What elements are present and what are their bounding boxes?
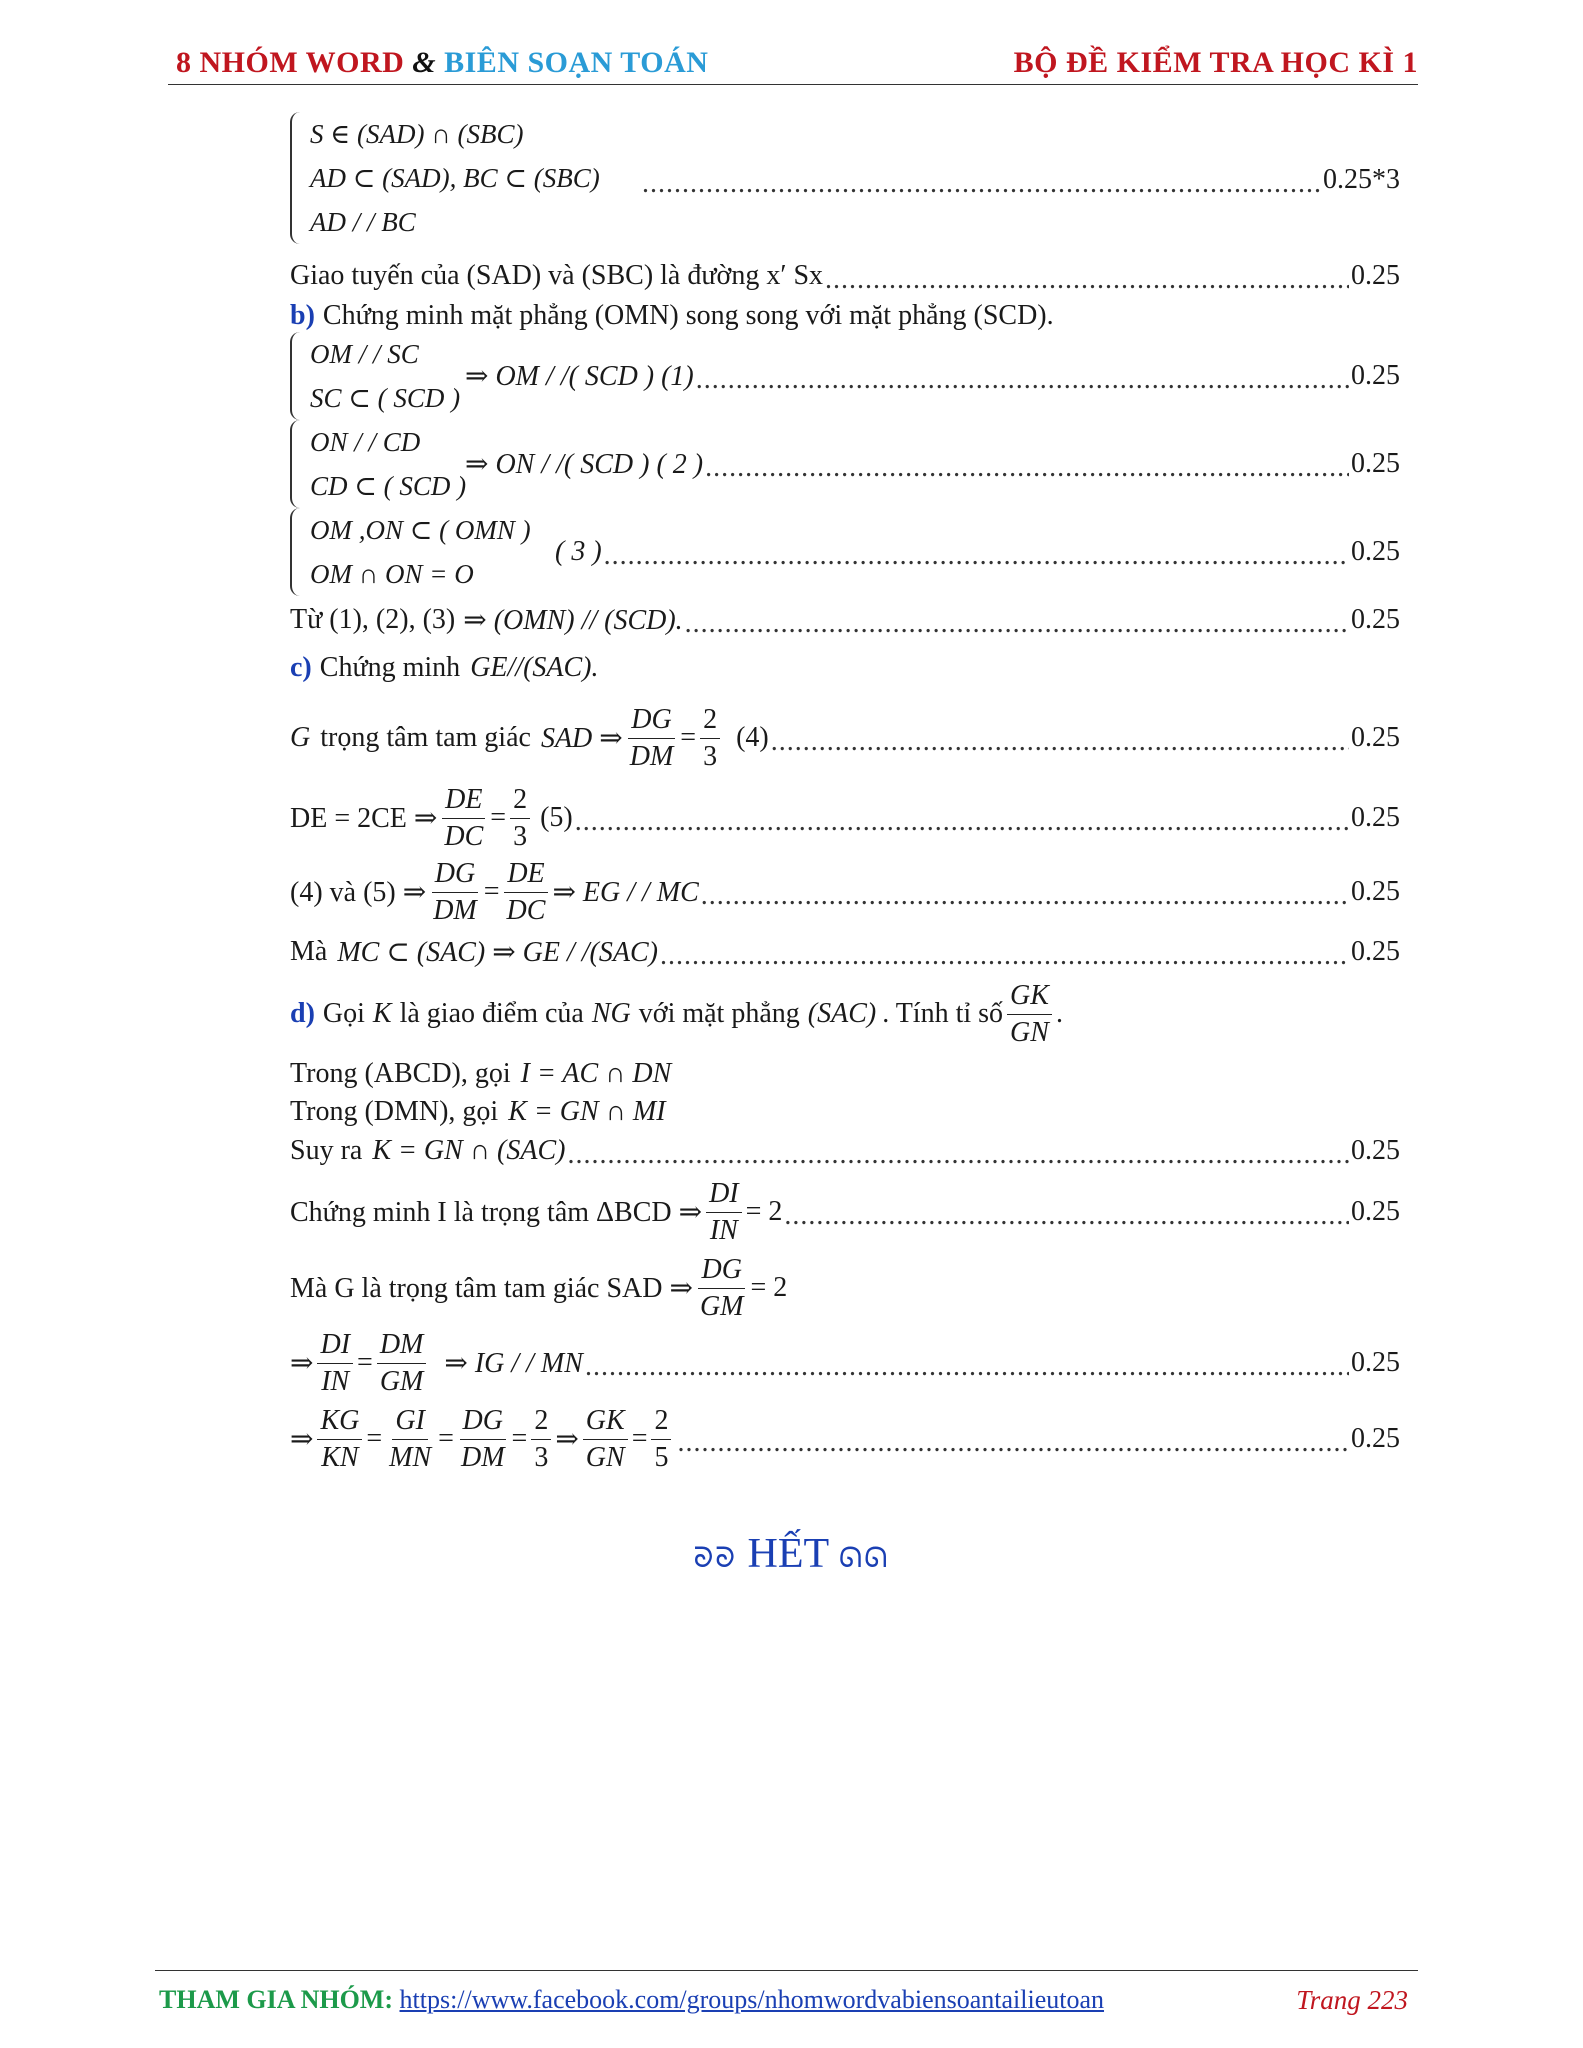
end-text: HẾT: [747, 1531, 829, 1577]
part-d-line-3-text: Suy ra: [290, 1135, 363, 1166]
system-b3-line-1: OM ,ON ⊂ ( OMN ): [310, 515, 531, 545]
fraction: [430, 856, 480, 929]
brace: [290, 332, 306, 420]
page-footer: [155, 1970, 1418, 2021]
system-b3-result: ( 3 ): [555, 536, 602, 567]
header-group-name: NHÓM WORD: [199, 46, 405, 79]
system-b2-line-1: ON / / CD: [310, 427, 421, 457]
score: 0.25: [1351, 722, 1400, 753]
score: 0.25: [1351, 448, 1400, 479]
fraction: [458, 1403, 508, 1476]
fraction-denominator: DC: [506, 894, 546, 926]
fraction-denominator: DM: [629, 740, 674, 772]
fraction-denominator: IN: [321, 1365, 350, 1397]
fraction-numerator: DI: [706, 1176, 742, 1213]
part-d-line-1: [290, 1054, 1400, 1094]
fraction: [441, 782, 486, 855]
leader-dots: [660, 940, 1349, 972]
part-d-line-7: [290, 1397, 1400, 1481]
part-d-line-1-math: I = AC ∩ DN: [520, 1058, 672, 1089]
system-a-line-3: AD / / BC: [310, 207, 416, 237]
part-d-line-5: [290, 1246, 1400, 1330]
fraction: [317, 1403, 362, 1476]
score: 0.25: [1351, 360, 1400, 391]
leader-dots: [784, 1200, 1349, 1232]
part-c-step-4-text: Mà: [290, 936, 328, 967]
fraction-numerator: GK: [1007, 978, 1052, 1015]
fraction-numerator: DE: [442, 782, 485, 819]
part-d-title-1: Gọi: [322, 998, 365, 1029]
leader-dots: [604, 540, 1349, 572]
fraction-denominator: 5: [654, 1441, 669, 1473]
fraction-denominator: MN: [389, 1441, 432, 1473]
score: 0.25: [1351, 1423, 1400, 1454]
part-b-conclusion-prefix: Từ (1), (2), (3): [290, 604, 456, 635]
implies-arrow: ⇒: [290, 1424, 314, 1455]
equals: =: [357, 1347, 373, 1378]
implies-arrow: ⇒: [290, 1348, 314, 1379]
system-b1-result: ⇒ OM / /( SCD ) (1): [465, 361, 694, 392]
part-c-step-2: [290, 776, 1400, 860]
fraction-denominator: 3: [703, 740, 718, 772]
part-d-line-2-math: K = GN ∩ MI: [508, 1096, 666, 1127]
fraction-numerator: 2: [651, 1403, 671, 1440]
part-d-title-2: là giao điểm của: [399, 998, 584, 1029]
fraction-numerator: KG: [317, 1403, 362, 1440]
part-c-step-4: [290, 932, 1400, 972]
fraction-denominator: GM: [379, 1365, 424, 1397]
part-d-line-4-text: Chứng minh I là trọng tâm ΔBCD ⇒: [290, 1197, 703, 1228]
part-d-title-row: d) Gọi K là giao điểm của NG với mặt phẳng (SAC) . Tính tỉ số $\frac{GK}{GN}$ .: [290, 972, 1400, 1056]
part-d-title-sac: (SAC): [807, 998, 877, 1029]
part-b-conclusion-math: ⇒ (OMN) // (SCD).: [463, 605, 683, 636]
footer-group-link[interactable]: https://www.facebook.com/groups/nhomwordvabiensoantailieutoan: [399, 1985, 1105, 2014]
ornament-left-icon: ᘐᘐ: [693, 1543, 738, 1574]
equals: =: [511, 1423, 528, 1454]
fraction-numerator: 2: [531, 1403, 551, 1440]
brace: [290, 112, 306, 244]
system-b1: [290, 332, 460, 420]
fraction-denominator: GN: [585, 1441, 625, 1473]
system-a-line-1: S ∈ (SAD) ∩ (SBC): [310, 119, 524, 149]
system-b3-result-row: [555, 532, 1400, 572]
system-a-score-row: [640, 160, 1400, 200]
fraction-denominator: DM: [433, 894, 477, 926]
leader-dots: [705, 452, 1349, 484]
header-title: BỘ ĐỀ KIỂM TRA HỌC KÌ 1: [1013, 46, 1418, 79]
implies-arrow: ⇒: [555, 1424, 579, 1455]
part-b-label: b): [290, 300, 315, 331]
leader-dots: [567, 1139, 1349, 1171]
part-d-title-4: . Tính tỉ số: [882, 998, 1004, 1029]
fraction-numerator: DG: [460, 1403, 506, 1440]
fraction: [531, 1403, 551, 1476]
ornament-right-icon: ᘏᘏ: [838, 1543, 890, 1574]
system-b2: [290, 420, 466, 508]
part-d-line-2-text: Trong (DMN), gọi: [290, 1096, 499, 1127]
leader-dots: [685, 608, 1349, 640]
part-c-step-1-var: G: [290, 722, 311, 753]
fraction-numerator: DE: [504, 856, 547, 893]
part-c-step-2-text: DE = 2CE ⇒: [290, 803, 438, 834]
score: 0.25: [1351, 802, 1400, 833]
score: 0.25: [1351, 876, 1400, 907]
part-c-step-3-text: (4) và (5) ⇒: [290, 877, 427, 908]
fraction: [706, 1176, 742, 1249]
score: 0.25: [1351, 260, 1400, 291]
system-a: [290, 112, 600, 244]
equals: =: [483, 876, 500, 907]
system-b2-line-2: CD ⊂ ( SCD ): [310, 471, 467, 501]
fraction-denominator: KN: [321, 1441, 359, 1473]
part-d-line-6-post: ⇒ IG / / MN: [444, 1348, 583, 1379]
part-c-step-4-math: MC ⊂ (SAC) ⇒ GE / /(SAC): [337, 937, 658, 968]
part-d-line-5-post: = 2: [750, 1272, 788, 1303]
system-b3-line-2: OM ∩ ON = O: [310, 559, 474, 589]
giao-tuyen-row: [290, 256, 1400, 296]
part-c-label: c): [290, 652, 312, 683]
part-d-line-3: [290, 1131, 1400, 1171]
fraction-numerator: 2: [510, 782, 530, 819]
brace: [290, 420, 306, 508]
part-d-line-4-post: = 2: [745, 1196, 783, 1227]
part-c-step-3: [290, 850, 1400, 934]
fraction-denominator: GM: [699, 1290, 744, 1322]
part-d-label: d): [290, 998, 315, 1029]
fraction-numerator: DG: [698, 1252, 744, 1289]
equals: =: [680, 722, 697, 753]
fraction: [386, 1403, 434, 1476]
leader-dots: [575, 806, 1349, 838]
leader-dots: [771, 726, 1349, 758]
score: 0.25*3: [1323, 164, 1400, 195]
fraction-numerator: GK: [583, 1403, 628, 1440]
part-b-title: Chứng minh mặt phẳng (OMN) song song với mặt phẳng (SCD).: [322, 300, 1054, 331]
part-c-title: Chứng minh: [319, 652, 461, 683]
part-d-line-5-text: Mà G là trọng tâm tam giác SAD ⇒: [290, 1273, 693, 1304]
part-b-conclusion-row: [290, 600, 1400, 640]
system-b3: [290, 508, 531, 596]
leader-dots: [642, 168, 1321, 200]
page-number: Trang 223: [1296, 1985, 1408, 2015]
score: 0.25: [1351, 1135, 1400, 1166]
end-marker: [0, 1530, 1583, 1578]
fraction-denominator: 3: [513, 820, 528, 852]
equation-tag: (5): [540, 802, 573, 833]
part-d-line-6: [290, 1321, 1400, 1405]
system-b1-line-1: OM / / SC: [310, 339, 419, 369]
equals: =: [438, 1423, 454, 1454]
system-b1-line-2: SC ⊂ ( SCD ): [310, 383, 461, 413]
header-left: [176, 46, 708, 80]
header-ampersand: &: [412, 46, 437, 79]
leader-dots: [701, 880, 1349, 912]
fraction: [697, 1252, 747, 1325]
fraction-numerator: DI: [317, 1327, 353, 1364]
part-d-line-1-text: Trong (ABCD), gọi: [290, 1058, 511, 1089]
page-header: [168, 44, 1418, 85]
part-b-title-row: [290, 296, 1400, 336]
leader-dots: [677, 1427, 1349, 1459]
system-b2-result: ⇒ ON / /( SCD ) ( 2 ): [465, 449, 704, 480]
equals: =: [366, 1423, 383, 1454]
system-a-line-2: AD ⊂ (SAD), BC ⊂ (SBC): [310, 163, 600, 193]
part-d-title-k: K: [372, 998, 392, 1029]
score: 0.25: [1351, 1196, 1400, 1227]
header-group-name-2: BIÊN SOẠN TOÁN: [444, 46, 709, 79]
part-c-step-1-math: SAD ⇒: [540, 723, 623, 754]
fraction-numerator: DG: [628, 702, 674, 739]
score: 0.25: [1351, 1347, 1400, 1378]
part-c-title-math: GE//(SAC).: [470, 652, 599, 683]
fraction: [651, 1403, 671, 1476]
part-d-line-3-math: K = GN ∩ (SAC): [372, 1135, 566, 1166]
fraction: [627, 702, 677, 775]
equation-tag: (4): [736, 722, 769, 753]
leader-dots: [696, 364, 1349, 396]
giao-tuyen-text: Giao tuyến của (SAD) và (SBC) là đường x′ Sx: [290, 260, 824, 291]
fraction: [583, 1403, 628, 1476]
brace: [290, 508, 306, 596]
fraction-numerator: DG: [432, 856, 478, 893]
part-d-title-3: với mặt phẳng: [638, 998, 800, 1029]
fraction-denominator: 3: [534, 1441, 549, 1473]
part-c-title-row: [290, 648, 1400, 688]
fraction: [377, 1327, 427, 1400]
fraction: [510, 782, 530, 855]
fraction: [1007, 978, 1052, 1051]
fraction: [504, 856, 549, 929]
part-d-line-4: [290, 1170, 1400, 1254]
fraction: [700, 702, 720, 775]
fraction-denominator: IN: [709, 1214, 738, 1246]
system-b2-result-row: [465, 444, 1400, 484]
system-b1-result-row: [465, 356, 1400, 396]
fraction-numerator: GI: [392, 1403, 428, 1440]
fraction-numerator: DM: [377, 1327, 427, 1364]
fraction-denominator: GN: [1010, 1016, 1049, 1048]
footer-join-label: THAM GIA NHÓM:: [159, 1985, 393, 2014]
equals: =: [631, 1423, 648, 1454]
score: 0.25: [1351, 536, 1400, 567]
part-c-step-3-result: ⇒ EG / / MC: [552, 877, 699, 908]
fraction: [317, 1327, 353, 1400]
equals: =: [490, 802, 507, 833]
part-c-step-1-text: trọng tâm tam giác: [320, 722, 531, 753]
score: 0.25: [1351, 936, 1400, 967]
fraction-numerator: 2: [700, 702, 720, 739]
part-d-line-2: [290, 1092, 1400, 1132]
score: 0.25: [1351, 604, 1400, 635]
part-c-step-1: [290, 696, 1400, 780]
leader-dots: [825, 264, 1349, 296]
fraction-denominator: DM: [460, 1441, 505, 1473]
leader-dots: [585, 1351, 1349, 1383]
part-d-title-ng: NG: [591, 998, 631, 1029]
header-logo-icon: 8: [176, 46, 192, 79]
fraction-denominator: DC: [444, 820, 484, 852]
